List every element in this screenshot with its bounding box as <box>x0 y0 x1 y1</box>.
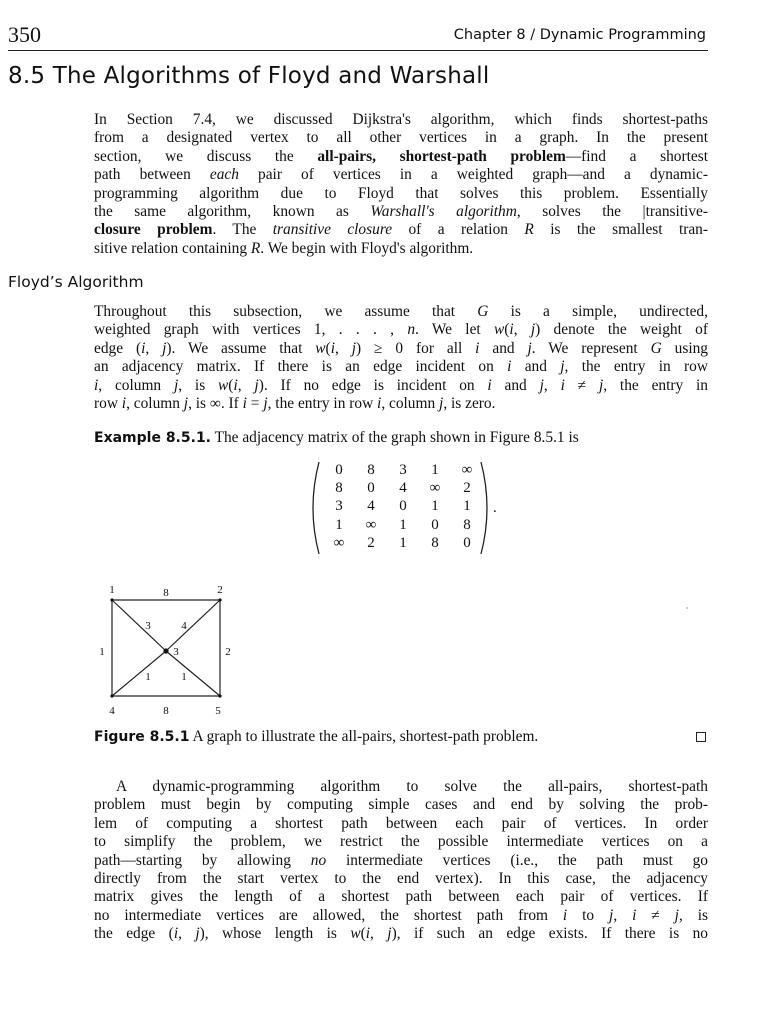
floyd-paragraph <box>94 303 708 413</box>
edge-weight-label: 1 <box>181 671 187 683</box>
vertex-label: 2 <box>217 584 223 596</box>
matrix-entry: 1 <box>335 516 343 533</box>
text-line: lem of computing a shortest path between each pair of vertices. In order <box>94 814 708 832</box>
example-text: The adjacency matrix of the graph shown in Figure 8.5.1 is <box>214 429 579 446</box>
graph-edge <box>166 600 220 651</box>
matrix-entry: 0 <box>399 498 407 515</box>
text-line: programming algorithm due to Floyd that solves this problem. Essentially <box>94 184 708 202</box>
graph-vertex <box>110 598 113 601</box>
matrix-entry: ∞ <box>365 516 377 533</box>
edge-weight-label: 3 <box>145 620 151 632</box>
adjacency-matrix <box>305 458 495 558</box>
text-line: no intermediate vertices are allowed, the shortest path from i to j, i ≠ j, is <box>94 906 708 924</box>
text-line: i, column j, is w(i, j). If no edge is incident on i and j, i ≠ j, the entry in <box>94 376 708 394</box>
edge-weight-label: 1 <box>145 671 151 683</box>
header-rule <box>8 50 708 51</box>
text-line: to simplify the problem, we restrict the possible intermediate vertices on a <box>94 833 708 851</box>
vertex-label: 5 <box>215 705 221 717</box>
matrix-entry: 1 <box>399 516 407 533</box>
text-line: directly from the start vertex to the end vertex). In this case, the adjacency <box>94 870 708 888</box>
scan-speck <box>686 607 688 609</box>
text-line: Throughout this subsection, we assume that G is a simple, undirected, <box>94 303 708 320</box>
edge-weight-label: 8 <box>163 587 169 599</box>
edge-weight-label: 4 <box>181 620 187 632</box>
edge-weight-label: 2 <box>225 646 231 658</box>
text-line: A dynamic-programming algorithm to solve the all-pairs, shortest-path <box>116 778 708 795</box>
graph-vertex <box>163 648 168 653</box>
matrix-entry: 2 <box>463 480 471 497</box>
text-line: path between each pair of vertices in a weighted graph—and a dynamic- <box>94 166 708 184</box>
text-line: In Section 7.4, we discussed Dijkstra's algorithm, which finds shortest-paths <box>94 111 708 128</box>
page-number: 350 <box>8 22 41 47</box>
matrix-entry: ∞ <box>333 534 345 551</box>
vertex-label: 1 <box>109 584 115 596</box>
vertex-label: 4 <box>109 705 115 717</box>
matrix-entry: ∞ <box>461 462 473 478</box>
matrix-entry: 1 <box>431 498 439 515</box>
text-line: the same algorithm, known as Warshall's algorithm, solves the |transitive- <box>94 203 708 221</box>
matrix-entry: 8 <box>431 534 439 551</box>
matrix-entry: 4 <box>367 498 375 515</box>
matrix-entry: 0 <box>367 480 375 497</box>
intro-paragraph <box>94 111 708 258</box>
running-head-chapter: Chapter 8 / Dynamic Programming <box>453 27 706 43</box>
section-title: 8.5 The Algorithms of Floyd and Warshall <box>8 63 490 89</box>
matrix-entry: 2 <box>367 534 375 551</box>
matrix-entry: 8 <box>463 516 471 533</box>
graph-vertex <box>218 694 221 697</box>
matrix-entry: 3 <box>335 498 343 515</box>
example-label: Example 8.5.1. <box>94 430 211 446</box>
text-line: an adjacency matrix. If there is an edge incident on i and j, the entry in row <box>94 358 708 376</box>
end-of-example-box <box>696 732 706 742</box>
edge-weight-label: 8 <box>163 705 169 717</box>
matrix-entry: 8 <box>367 462 375 478</box>
matrix-entry: ∞ <box>429 480 441 497</box>
graph-vertex <box>110 694 113 697</box>
text-line: matrix gives the length of a shortest path between each pair of vertices. If <box>94 888 708 906</box>
text-line: problem must begin by computing simple cases and end by solving the prob- <box>94 796 708 814</box>
matrix-entry: 3 <box>399 462 407 478</box>
graph-edge <box>112 651 166 696</box>
matrix-entry: 1 <box>399 534 407 551</box>
figure-label: Figure 8.5.1 <box>94 729 190 745</box>
text-line: sitive relation containing R. We begin with Floyd's algorithm. <box>94 239 474 257</box>
matrix-entry: 0 <box>431 516 439 533</box>
text-line: closure problem. The transitive closure of a relation R is the smallest tran- <box>94 221 708 239</box>
figure-graph <box>90 583 240 718</box>
graph-edge <box>112 600 166 651</box>
text-line: section, we discuss the all-pairs, shortest-path problem—find a shortest <box>94 147 708 165</box>
edge-weight-label: 1 <box>99 646 105 658</box>
matrix-period: . <box>493 500 497 516</box>
text-line: path—starting by allowing no intermediate vertices (i.e., the path must go <box>94 851 708 869</box>
matrix-entry: 1 <box>431 462 439 478</box>
matrix-entries <box>323 462 483 553</box>
matrix-entry: 0 <box>335 462 343 478</box>
figure-caption <box>94 728 708 746</box>
matrix-entry: 4 <box>399 480 407 497</box>
matrix-entry: 1 <box>463 498 471 515</box>
subsection-title: Floyd’s Algorithm <box>8 273 144 291</box>
vertex-label: 3 <box>173 646 179 658</box>
text-line: edge (i, j). We assume that w(i, j) ≥ 0 for all i and j. We represent G using <box>94 339 708 357</box>
figure-caption-text: A graph to illustrate the all-pairs, shortest-path problem. <box>192 728 539 745</box>
text-line: weighted graph with vertices 1, . . . , n. We let w(i, j) denote the weight of <box>94 321 708 339</box>
matrix-entry: 0 <box>463 534 471 551</box>
matrix-entry: 8 <box>335 480 343 497</box>
text-line: the edge (i, j), whose length is w(i, j), if such an edge exists. If there is no <box>94 925 708 943</box>
text-line: row i, column j, is ∞. If i = j, the entry in row i, column j, is zero. <box>94 395 496 413</box>
example-line <box>94 429 579 447</box>
graph-vertex <box>218 598 221 601</box>
dp-paragraph <box>94 778 708 944</box>
text-line: from a designated vertex to all other vertices in a graph. In the present <box>94 129 708 147</box>
